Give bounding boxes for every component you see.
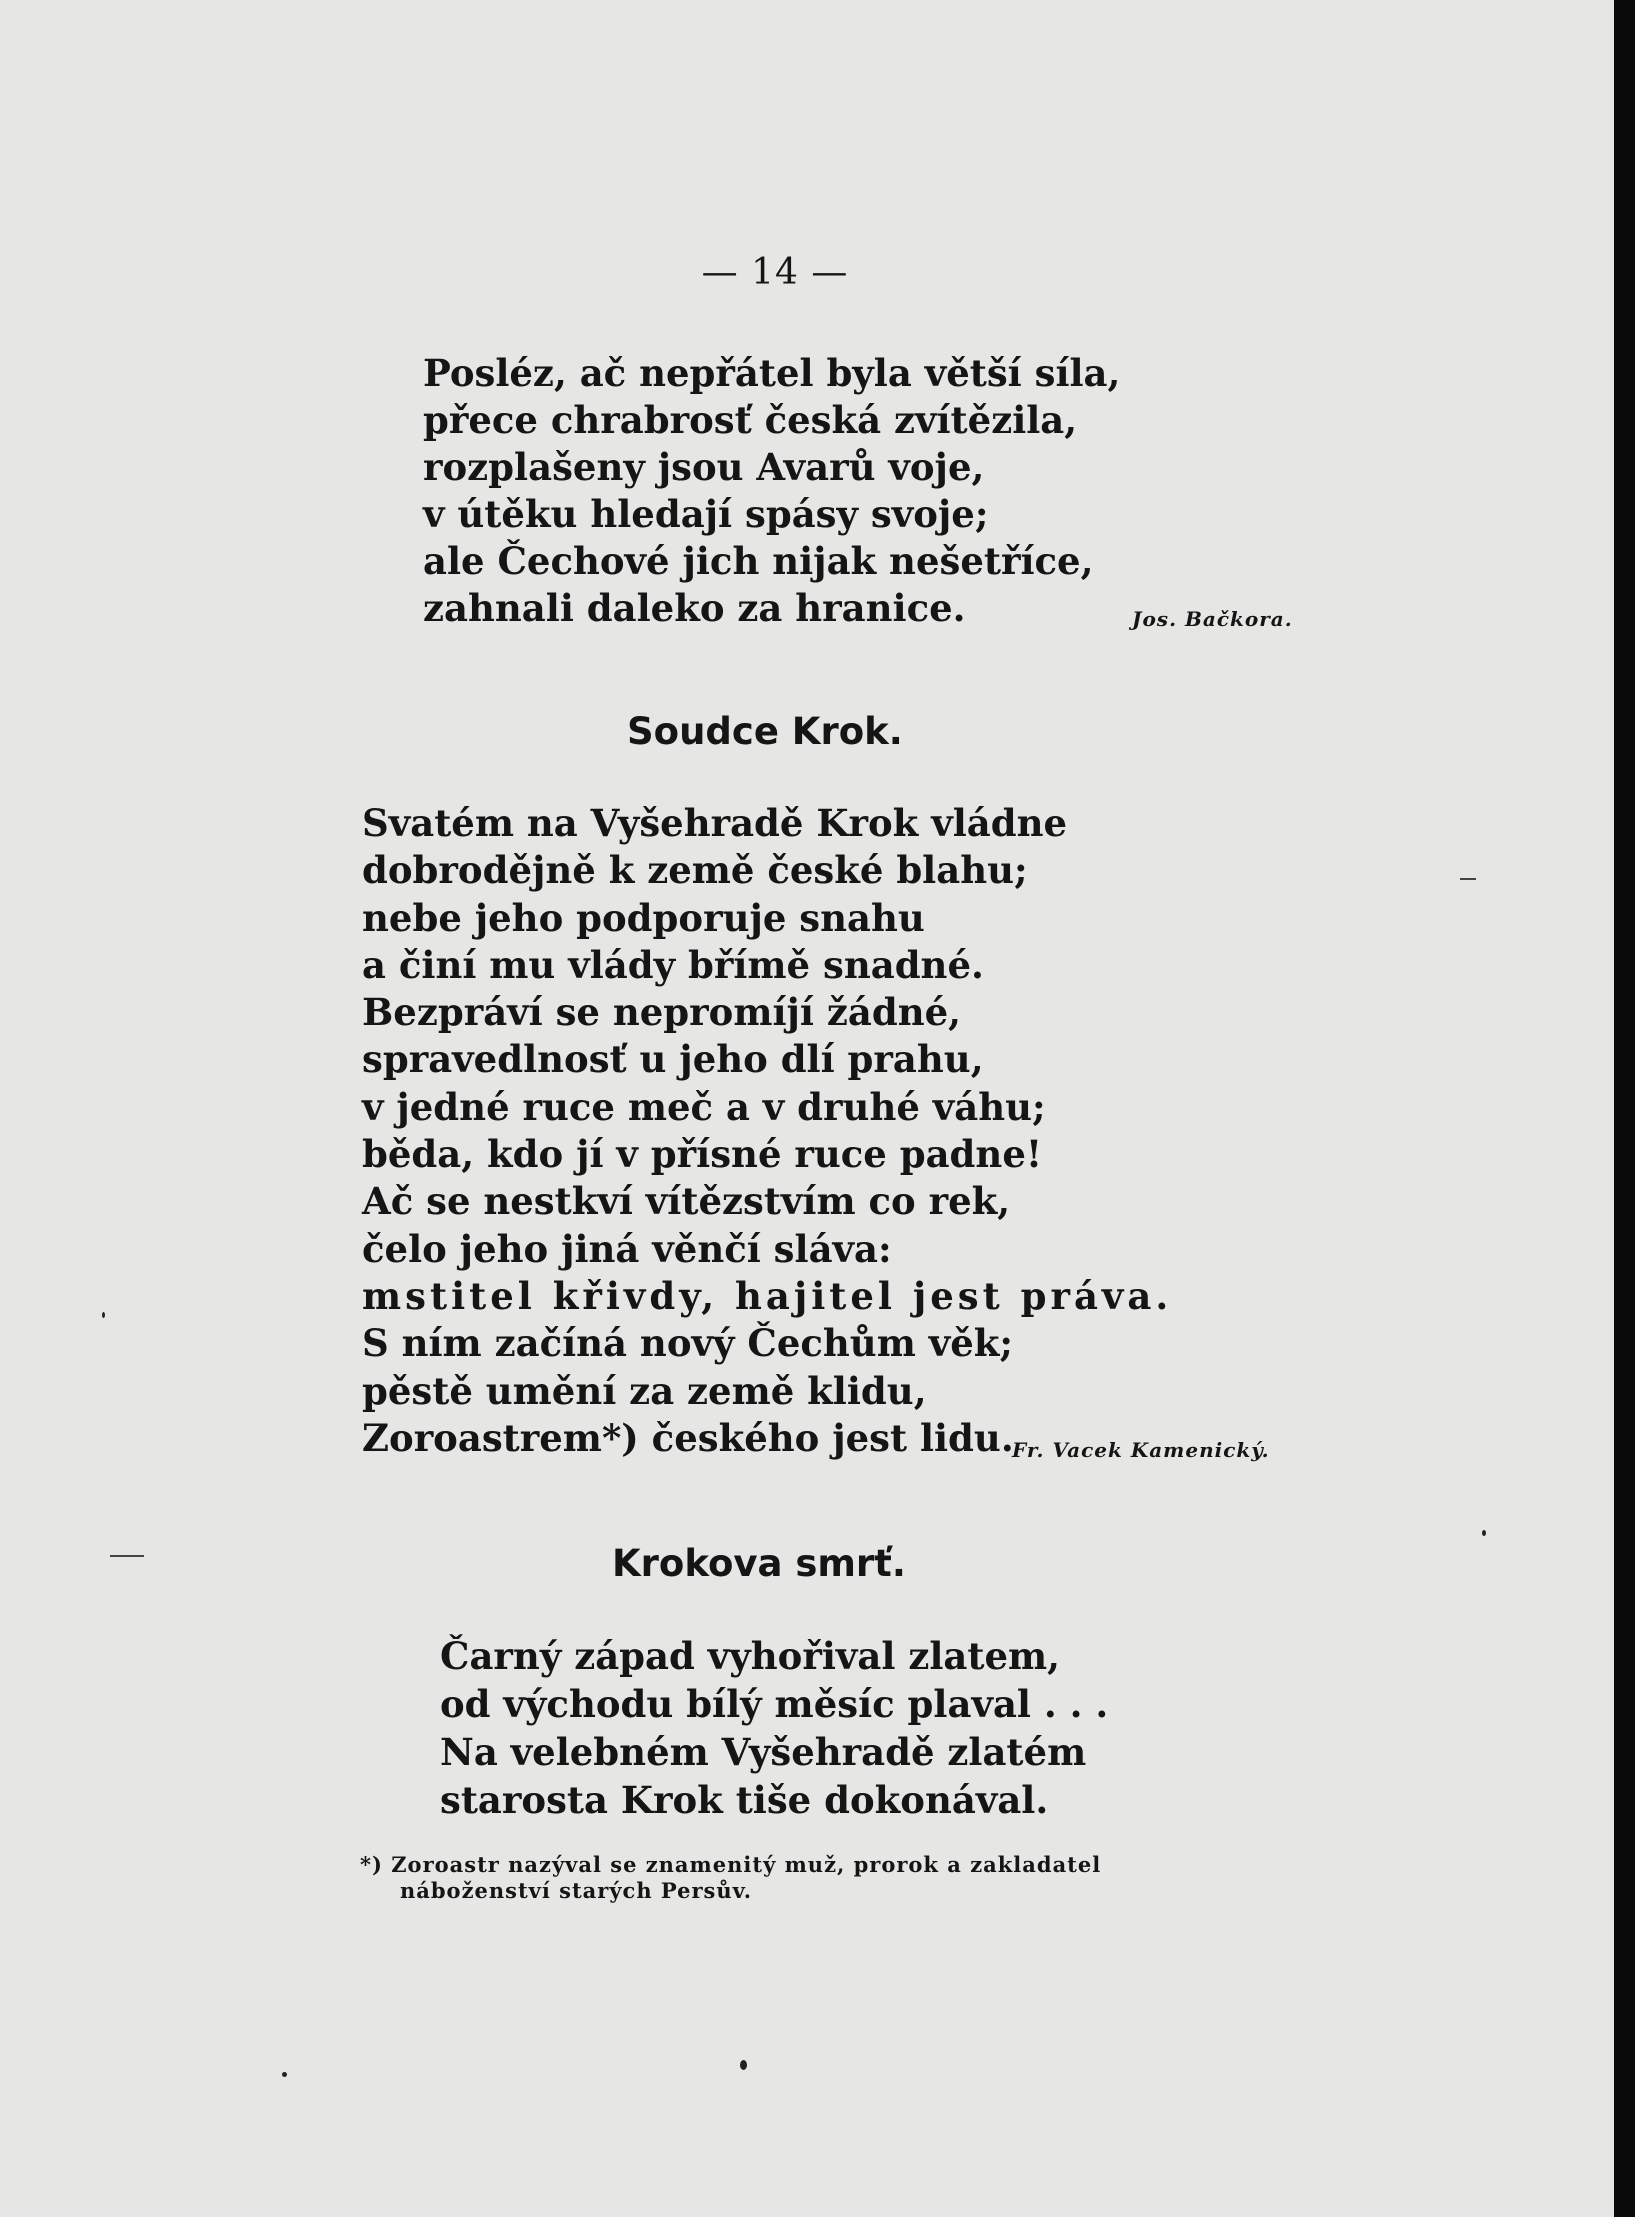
poem-line: čelo jeho jiná věnčí sláva: — [362, 1226, 892, 1271]
poem-stanza-1 — [423, 350, 1120, 632]
poem-author: Jos. Bačkora. — [1132, 607, 1293, 631]
poem-line: a činí mu vlády břímě snadné. — [362, 942, 984, 987]
poem-line: dobrodějně k země české blahu; — [362, 848, 1028, 893]
poem-line: Čarný západ vyhořival zlatem, — [440, 1634, 1061, 1678]
poem-line: od východu bílý měsíc plaval . . . — [440, 1682, 1109, 1726]
page-number: — 14 — — [701, 252, 849, 293]
poem-title: Soudce Krok. — [627, 710, 903, 753]
poem-line: v útěku hledají spásy svoje; — [423, 492, 989, 536]
scan-mark — [1460, 878, 1476, 880]
poem-line-emphasized: mstitel křivdy, hajitel jest práva. — [362, 1273, 1173, 1318]
poem-line: běda, kdo jí v přísné ruce padne! — [362, 1132, 1043, 1177]
poem-line: v jedné ruce meč a v druhé váhu; — [362, 1084, 1046, 1129]
poem-line: Posléz, ač nepřátel byla větší síla, — [423, 351, 1121, 395]
poem-title: Krokova smrť. — [612, 1542, 906, 1585]
footnote-line: *) Zoroastr nazýval se znamenitý muž, prorok a zakladatel — [360, 1852, 1102, 1877]
poem-line: pěstě umění za země klidu, — [362, 1368, 927, 1413]
scan-edge — [1614, 0, 1635, 2217]
poem-stanza-3 — [440, 1632, 1108, 1824]
footnote — [360, 1852, 1101, 1904]
poem-line: Bezpráví se nepromíjí žádné, — [362, 990, 962, 1035]
poem-author: Fr. Vacek Kamenický. — [1012, 1438, 1270, 1462]
scan-speck — [282, 2072, 287, 2077]
scan-speck — [1482, 1530, 1486, 1536]
poem-stanza-2 — [362, 800, 1172, 1462]
poem-line: Zoroastrem*) českého jest lidu. — [362, 1415, 1014, 1460]
poem-line: zahnali daleko za hranice. — [423, 586, 966, 630]
scan-speck — [740, 2060, 747, 2070]
poem-line: ale Čechové jich nijak nešetříce, — [423, 539, 1094, 583]
scan-speck — [102, 1312, 105, 1318]
poem-line: Na velebném Vyšehradě zlatém — [440, 1730, 1087, 1774]
poem-line: přece chrabrosť česká zvítězila, — [423, 398, 1078, 442]
poem-line: starosta Krok tiše dokonával. — [440, 1778, 1049, 1822]
poem-line: Ač se nestkví vítězstvím co rek, — [362, 1179, 1011, 1224]
poem-line: Svatém na Vyšehradě Krok vládne — [362, 801, 1068, 845]
poem-line: S ním začíná nový Čechům věk; — [362, 1321, 1014, 1366]
poem-line: spravedlnosť u jeho dlí prahu, — [362, 1037, 984, 1082]
scan-mark — [110, 1555, 144, 1557]
footnote-line: náboženství starých Persův. — [400, 1878, 753, 1903]
poem-line: nebe jeho podporuje snahu — [362, 895, 925, 940]
poem-line: rozplašeny jsou Avarů voje, — [423, 445, 985, 489]
